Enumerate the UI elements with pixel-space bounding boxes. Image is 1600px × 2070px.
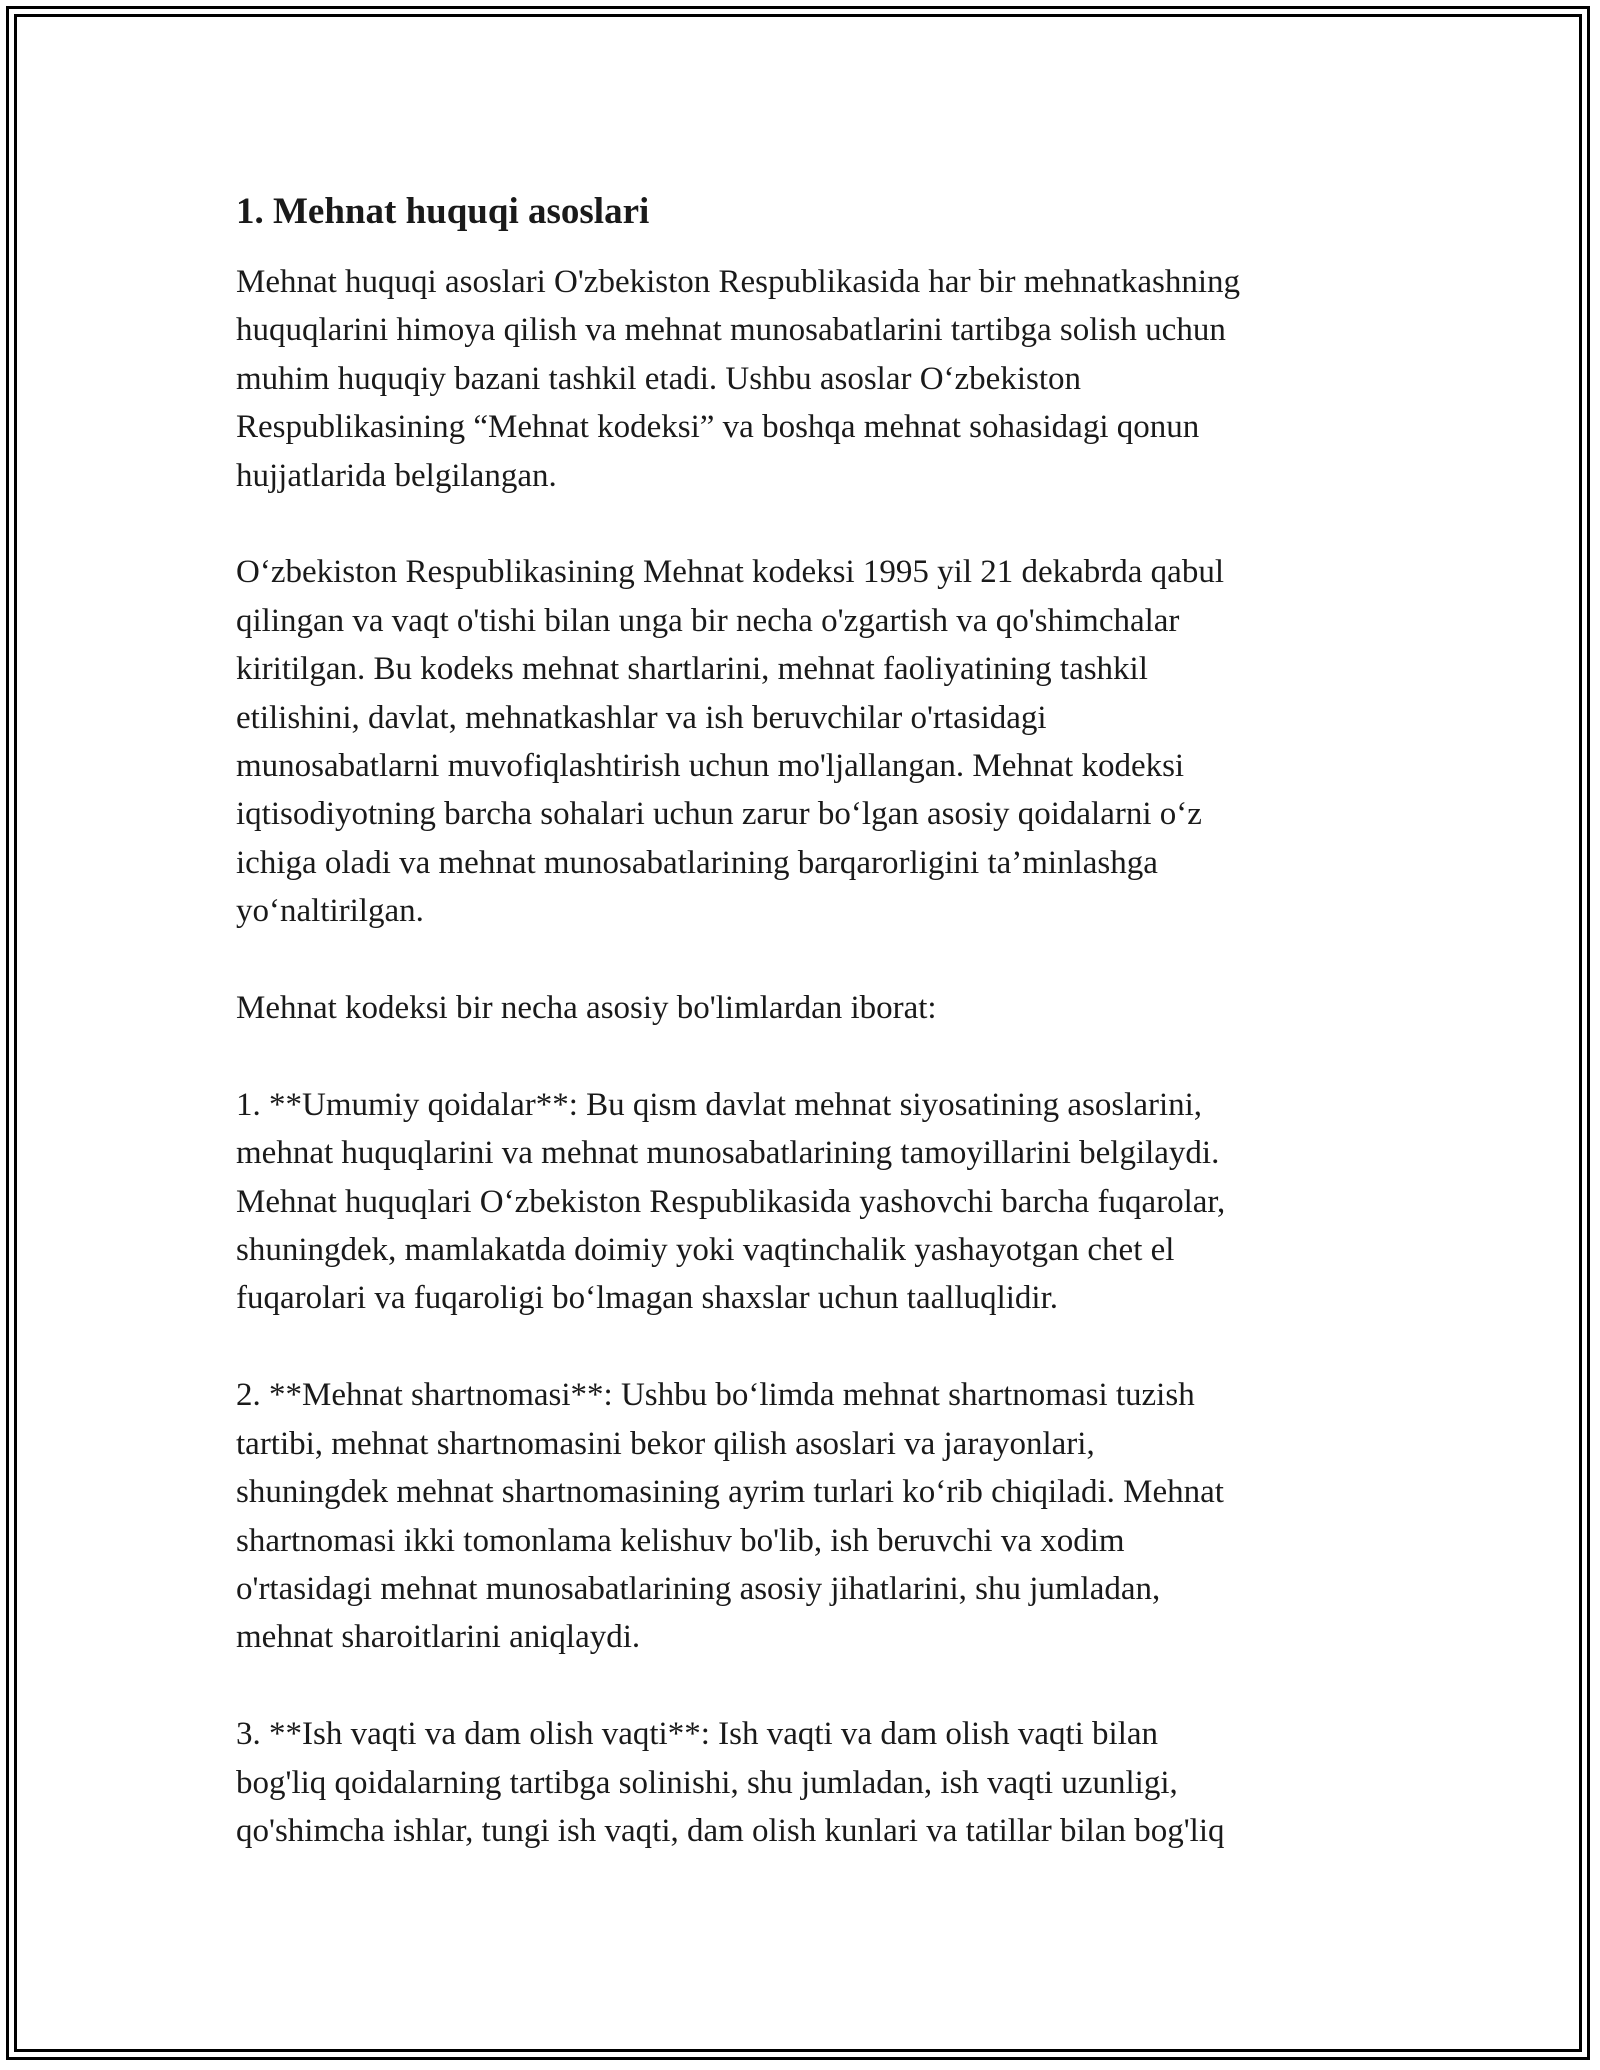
paragraph-spacer — [236, 500, 1376, 548]
paragraph-labor-code: O‘zbekiston Respublikasining Mehnat kodeksi 1995 yil 21 dekabrda qabul qilingan va vaqt o'tishi bilan unga bir necha o'zgartish va qo'shimchalar kiritilgan. Bu kodeks mehnat shartlarini, mehnat faoliyatining tashkil etilishini, davlat, mehnatkashlar va ish beruvchilar o'rtasidagi munosabatlarni muvofiqlashtirish uchun mo'ljallangan. Mehnat kodeksi iqtisodiyotning barcha sohalari uchun zarur bo‘lgan asosiy qoidalarni o‘z ichiga oladi va mehnat munosabatlarining barqarorligini ta’minlashga yo‘naltirilgan. — [236, 554, 1225, 930]
list-item-general-rules: 1. **Umumiy qoidalar**: Bu qism davlat mehnat siyosatining asoslarini, mehnat huquqlarini va mehnat munosabatlarining tamoyillarini belgilaydi. Mehnat huquqlari O‘zbekiston Respublikasida yashovchi barcha fuqarolar, shuningdek, mamlakatda doimiy yoki vaqtinchalik yashayotgan chet el fuqarolari va fuqaroligi bo‘lmagan shaxslar uchun taalluqlidir. — [236, 1086, 1226, 1317]
paragraph-intro: Mehnat huquqi asoslari O'zbekiston Respublikasida har bir mehnatkashning huquqlarini himoya qilish va mehnat munosabatlarini tartibga solish uchun muhim huquqiy bazani tashkil etadi. Ushbu asoslar O‘zbekiston Respublikasining “Mehnat kodeksi” va boshqa mehnat sohasidagi qonun hujjatlarida belgilangan. — [236, 264, 1241, 494]
paragraph-spacer — [236, 1323, 1376, 1371]
list-item-working-time: 3. **Ish vaqti va dam olish vaqti**: Ish vaqti va dam olish vaqti bilan bog'liq qoidalarning tartibga solinishi, shu jumladan, ish vaqti uzunligi, qo'shimcha ishlar, tungi ish vaqti, dam olish kunlari va tatillar bilan bog'liq — [236, 1716, 1225, 1849]
document-body — [236, 188, 1376, 1855]
paragraph-spacer — [236, 1662, 1376, 1710]
paragraph-sections-intro: Mehnat kodeksi bir necha asosiy bo'limlardan iborat: — [236, 990, 937, 1027]
paragraph-spacer — [236, 1032, 1376, 1080]
section-heading: 1. Mehnat huquqi asoslari — [236, 191, 650, 232]
list-item-labor-contract: 2. **Mehnat shartnomasi**: Ushbu bo‘limda mehnat shartnomasi tuzish tartibi, mehnat shartnomasini bekor qilish asoslari va jarayonlari, shuningdek mehnat shartnomasining ayrim turlari ko‘rib chiqiladi. Mehnat shartnomasi ikki tomonlama kelishuv bo'lib, ish beruvchi va xodim o'rtasidagi mehnat munosabatlarining asosiy jihatlarini, shu jumladan, mehnat sharoitlarini aniqlaydi. — [236, 1377, 1224, 1656]
paragraph-spacer — [236, 936, 1376, 984]
